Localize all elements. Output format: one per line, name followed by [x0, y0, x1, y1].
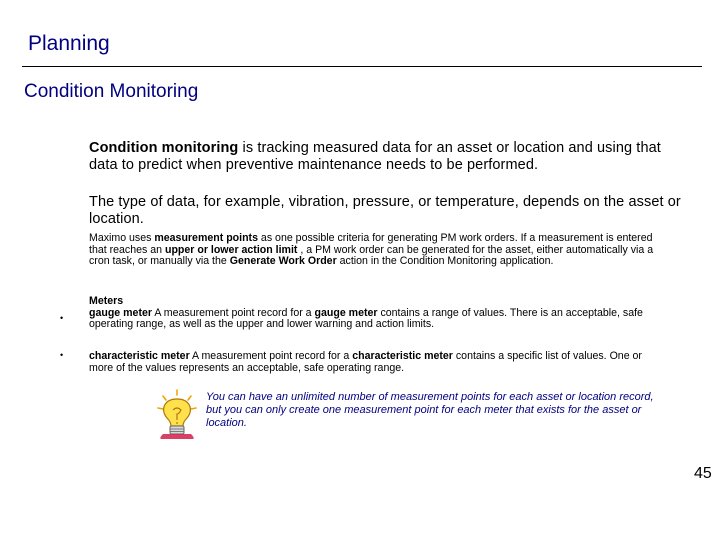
tip-text: You can have an unlimited number of measurement points for each asset or location record, but you can only create one measurement point for each meter that exists for the asset or location.	[206, 391, 654, 429]
text-segment: , a PM work order can be generated for the asset, either automatically via a cron task, or manually via the	[89, 243, 654, 267]
term-gauge-meter: gauge meter	[89, 306, 152, 319]
term-characteristic-meter: characteristic meter	[89, 350, 190, 362]
bullet-marker: •	[60, 313, 64, 323]
section-subtitle: Condition Monitoring	[24, 81, 199, 102]
term-characteristic-meter-inline: characteristic meter	[352, 350, 453, 362]
meters-heading: Meters	[89, 295, 124, 307]
text-segment: A measurement point record for a	[152, 306, 315, 319]
gauge-meter-item	[89, 296, 664, 331]
text-segment: A measurement point record for a	[189, 350, 353, 362]
text-segment: contains a specific list of values. One or more of the values represents an acceptable, safe operating range.	[89, 350, 642, 374]
lightbulb-icon	[155, 388, 199, 440]
title-divider	[22, 66, 702, 67]
page-number: 45	[694, 465, 712, 482]
term-condition-monitoring: Condition monitoring	[89, 140, 239, 156]
definition-paragraph	[89, 140, 689, 174]
measurement-points-paragraph	[89, 233, 664, 268]
bullet-marker: •	[60, 350, 64, 360]
data-type-paragraph: The type of data, for example, vibration, pressure, or temperature, depends on the asset or location.	[89, 194, 681, 227]
characteristic-meter-item	[89, 351, 664, 374]
text-segment: Maximo uses	[89, 232, 155, 244]
page-title: Planning	[28, 32, 110, 55]
term-generate-work-order: Generate Work Order	[229, 255, 337, 267]
term-measurement-points: measurement points	[154, 232, 258, 244]
text-segment: contains a range of values. There is an acceptable, safe operating range, as well as the upper and lower warning and action limits.	[89, 306, 643, 330]
definition-text: is tracking measured data for an asset or location and using that data to predict when preventive maintenance needs to be performed.	[89, 140, 661, 173]
text-segment: action in the Condition Monitoring application.	[336, 255, 554, 267]
text-segment: as one possible criteria for generating PM work orders. If a measurement is entered that reaches an	[89, 232, 653, 256]
term-action-limit: upper or lower action limit	[164, 243, 298, 256]
term-gauge-meter-inline: gauge meter	[314, 306, 378, 319]
